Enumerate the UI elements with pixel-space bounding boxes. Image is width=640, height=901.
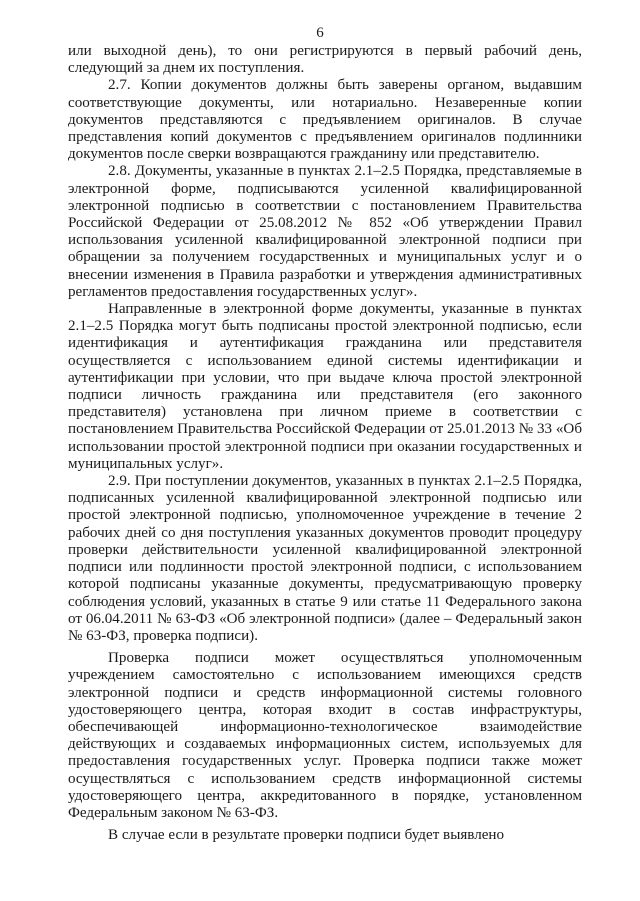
paragraph-continuation: или выходной день), то они регистрируются в первый рабочий день, следующий за днем их поступления. xyxy=(68,43,582,77)
paragraph-2-7: 2.7. Копии документов должны быть заверены органом, выдавшим соответствующие документы, или нотариально. Незаверенные копии документов представляются с предъявлением оригиналов. В случае представления копий документов с предъявлением оригиналов подлинники документов после сверки возвращаются гражданину или представителю. xyxy=(68,77,582,163)
paragraph-2-9: 2.9. При поступлении документов, указанных в пунктах 2.1–2.5 Порядка, подписанных усиленной квалифицированной электронной подписью или простой электронной подписью, уполномоченное учреждение в течение 2 рабочих дней со дня поступления указанных документов проводит процедуру проверки действительности усиленной квалифицированной электронной подписи или подлинности простой электронной подписи, с использованием которой подписаны указанные документы, предусматривающую проверку соблюдения условий, указанных в статье 9 или статье 11 Федерального закона от 06.04.2011 № 63-ФЗ «Об электронной подписи» (далее – Федеральный закон № 63-ФЗ, проверка подписи). xyxy=(68,473,582,644)
document-body xyxy=(68,43,582,844)
paragraph-electronic-forms: Направленные в электронной форме документы, указанные в пунктах 2.1–2.5 Порядка могут быть подписаны простой электронной подписью, если идентификация и аутентификация гражданина или представителя осуществляется с использованием единой системы идентификации и аутентификации при условии, что при выдаче ключа простой электронной подписи личность гражданина или представителя (его законного представителя) установлена при личном приеме в соответствии с постановлением Правительства Российской Федерации от 25.01.2013 № 33 «Об использовании простой электронной подписи при оказании государственных и муниципальных услуг». xyxy=(68,301,582,472)
paragraph-if-result: В случае если в результате проверки подписи будет выявлено xyxy=(108,827,505,844)
page-number: 6 xyxy=(316,25,324,41)
paragraph-2-8: 2.8. Документы, указанные в пунктах 2.1–2.5 Порядка, представляемые в электронной форме, подписываются усиленной квалифицированной электронной подписью в соответствии с постановлением Правительства Российской Федерации от 25.08.2012 № 852 «Об утверждении Правил использования усиленной квалифицированной электронной подписи при обращении за получением государственных и муниципальных услуг и о внесении изменения в Правила разработки и утверждения административных регламентов предоставления государственных услуг». xyxy=(68,163,582,300)
paragraph-signature-check: Проверка подписи может осуществляться уполномоченным учреждением самостоятельно с использованием имеющихся средств электронной подписи и средств информационной системы головного удостоверяющего центра, которая входит в состав инфраструктуры, обеспечивающей информационно-технологическое взаимодействие действующих и создаваемых информационных систем, используемых для предоставления государственных услуг. Проверка подписи также может осуществляться с использованием средств информационной системы удостоверяющего центра, аккредитованного в порядке, установленном Федеральным законом № 63-ФЗ. xyxy=(68,650,582,821)
